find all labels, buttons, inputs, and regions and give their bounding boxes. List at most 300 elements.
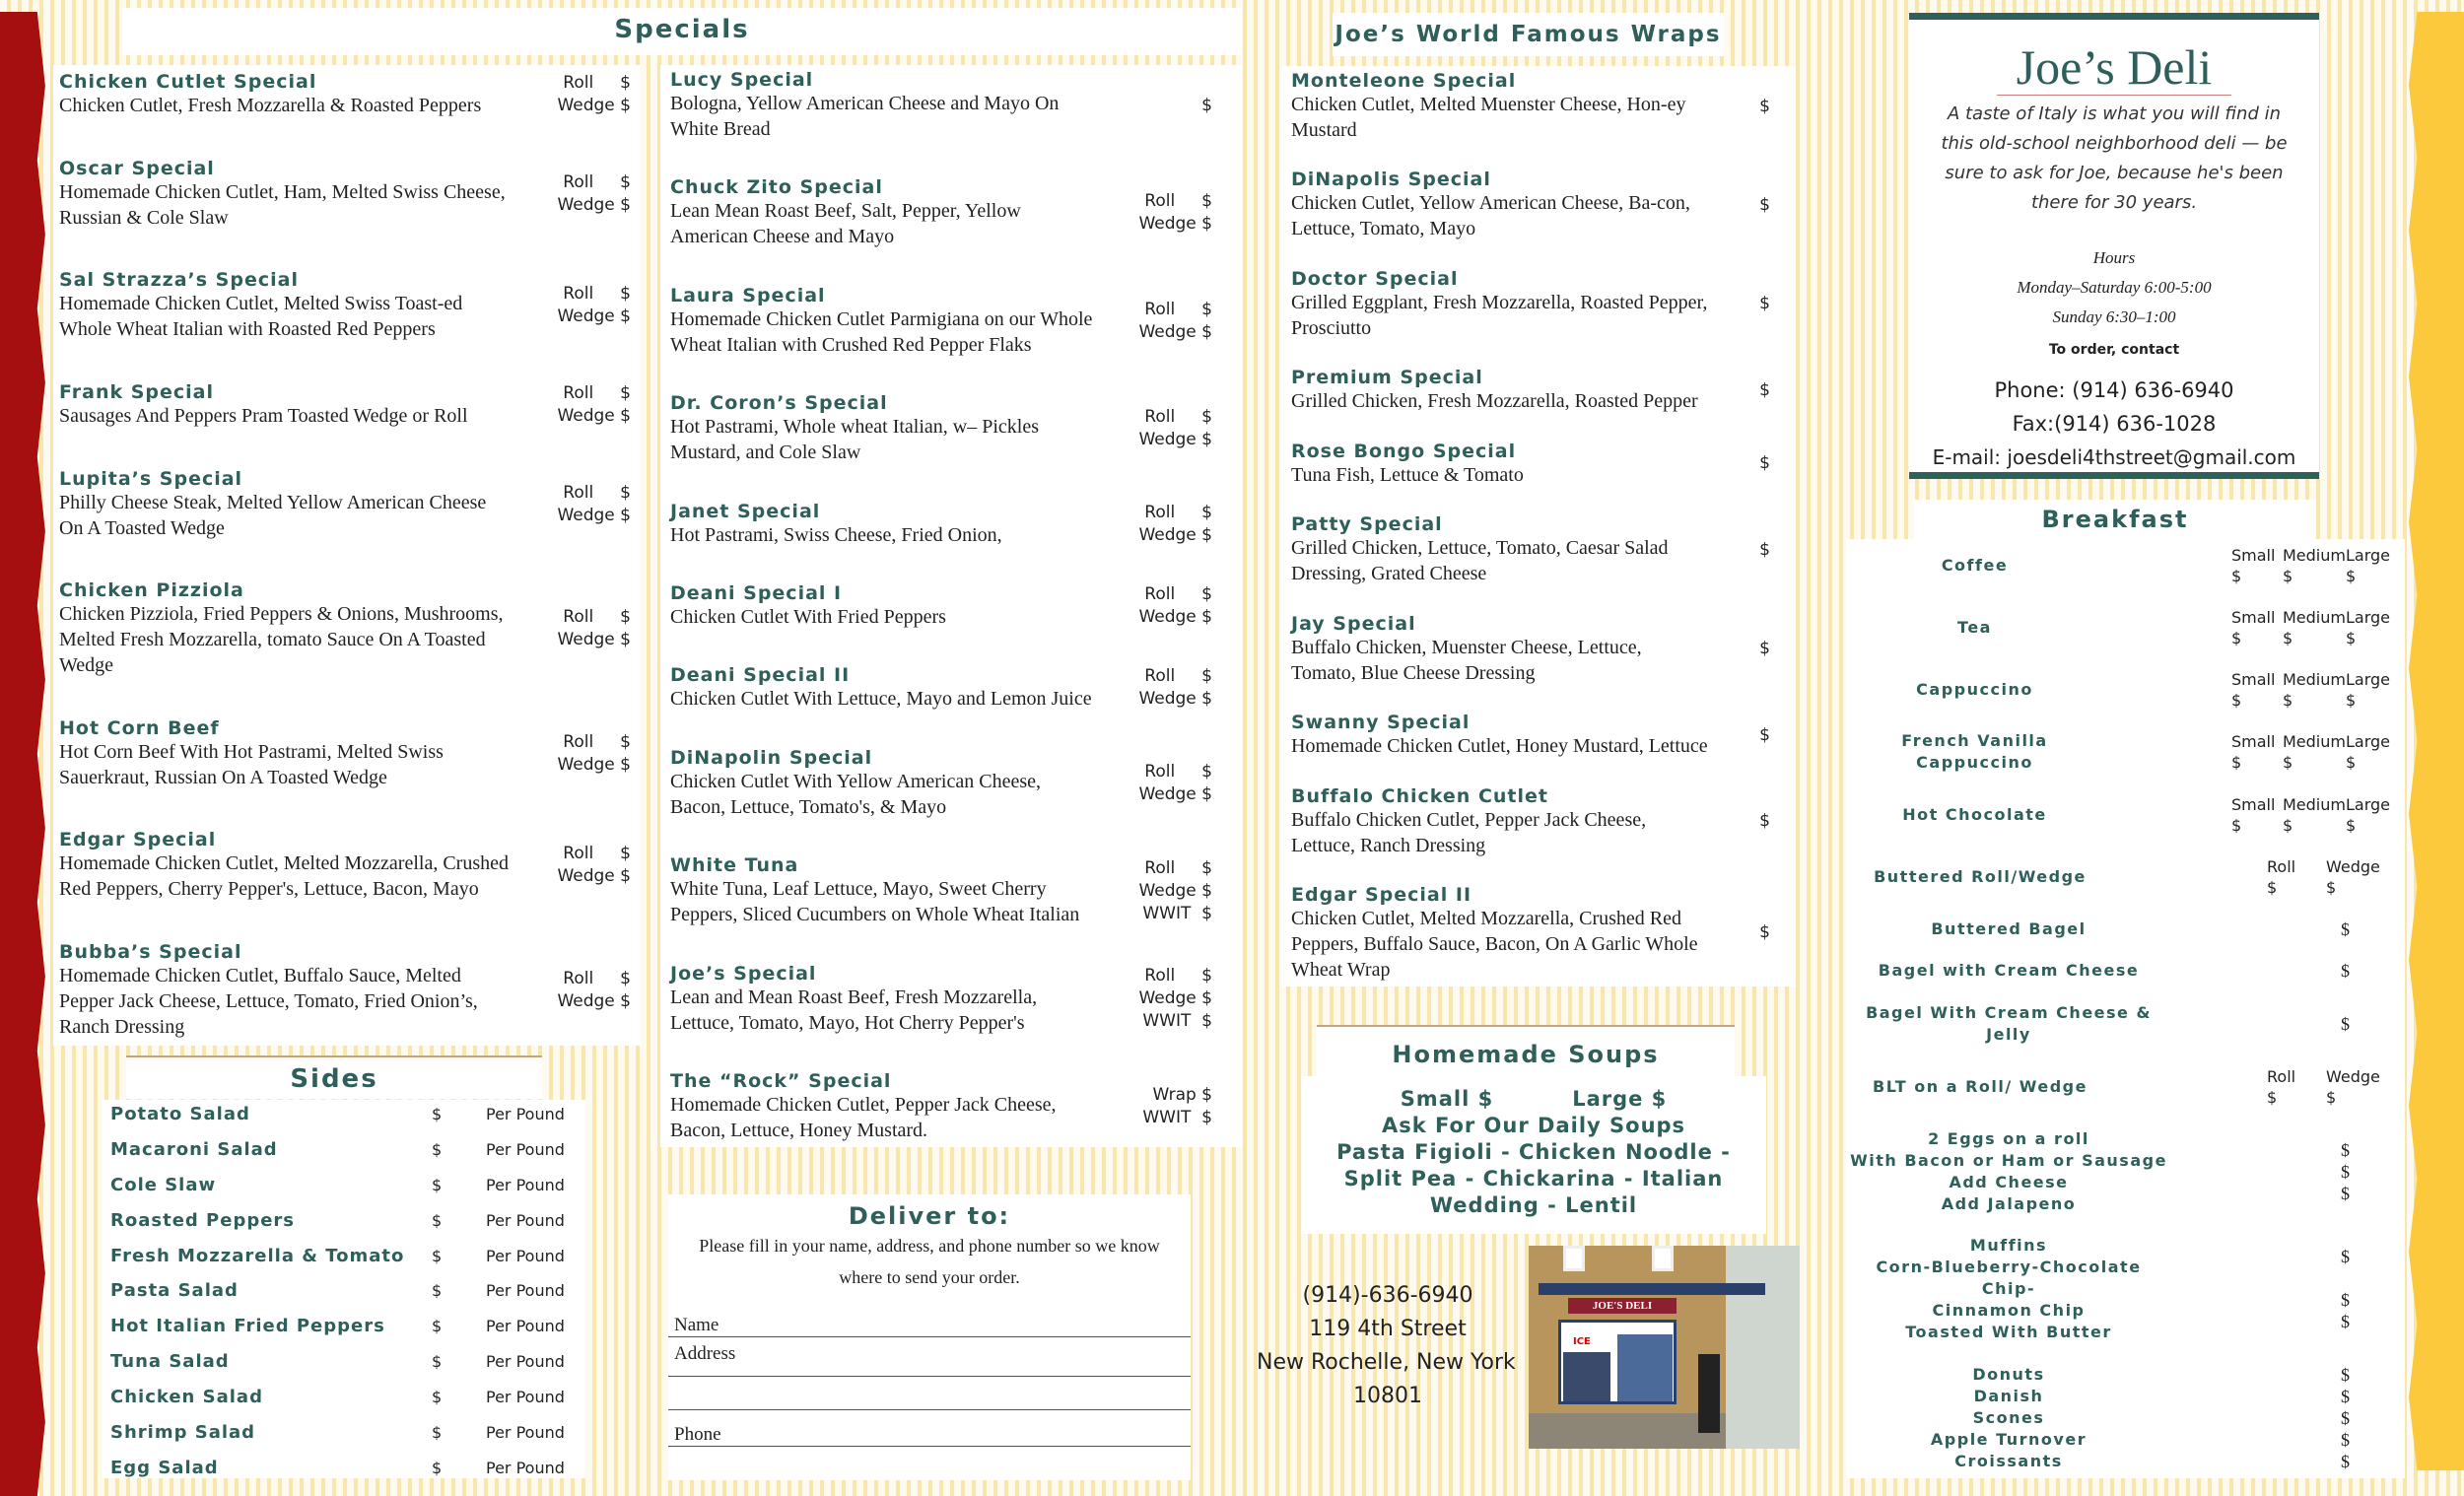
name-field[interactable] — [668, 1315, 1191, 1337]
menu-item-text — [1291, 268, 1711, 341]
size-price: $ — [2346, 753, 2357, 773]
menu-item — [1291, 268, 1770, 341]
side-item-unit: Per Pound — [486, 1105, 565, 1123]
menu-item-name: Bubba’s Special — [59, 941, 242, 963]
menu-item-price: $ — [1759, 539, 1770, 560]
side-item-price: $ — [432, 1210, 443, 1230]
breakfast-item-name: 2 Eggs on a roll With Bacon or Ham or Sausage Add Cheese Add Jalapeno — [1850, 1128, 2167, 1213]
menu-item-text — [1291, 613, 1711, 686]
size-label: Small — [2231, 607, 2276, 627]
menu-item-text — [1291, 884, 1711, 983]
size-price: $ — [2346, 567, 2357, 585]
menu-item-name: Swanny Special — [1291, 712, 1471, 734]
menu-item-name: Chicken Pizziola — [59, 579, 244, 602]
menu-item-name: White Tuna — [670, 854, 799, 877]
ice-sign: ICE — [1573, 1336, 1591, 1347]
breakfast-item-price — [2103, 731, 2405, 773]
menu-item-description: Grilled Chicken, Lettuce, Tomato, Caesar Salad Dressing, Grated Cheese — [1291, 537, 1669, 585]
menu-item-description: Chicken Cutlet, Melted Muenster Cheese, Hon-ey Mustard — [1291, 94, 1686, 141]
side-item-unit: Per Pound — [486, 1139, 565, 1159]
menu-item-name: Edgar Special II — [1291, 883, 1472, 906]
menu-item-description: Buffalo Chicken, Muenster Cheese, Lettuce, Tomato, Blue Cheese Dressing — [1291, 636, 1642, 684]
menu-item-text — [59, 829, 513, 902]
menu-item-name: Deani Special I — [670, 581, 843, 604]
menu-item-description: Chicken Cutlet, Melted Mozzarella, Crushed Red Peppers, Buffalo Sauce, Bacon, On A Garlic Whole Wheat Wrap — [1291, 907, 1698, 981]
side-item-unit: Per Pound — [486, 1423, 565, 1443]
menu-item-price: Roll $ Wedge $ — [557, 482, 631, 525]
size-price: $ — [2346, 628, 2357, 647]
menu-item-name: Hot Corn Beef — [59, 716, 220, 739]
deli-title: Joe’s Deli — [1997, 39, 2232, 96]
menu-item-price: Roll $ Wedge $ — [557, 607, 631, 650]
breakfast-item-price — [2171, 1013, 2405, 1035]
side-item-name: Egg Salad — [110, 1457, 219, 1478]
breakfast-item-name: French Vanilla Cappuccino — [1901, 731, 2048, 773]
menu-item-name: Rose Bongo Special — [1291, 440, 1517, 462]
size-price: $ — [2283, 816, 2293, 835]
side-item — [110, 1422, 580, 1443]
breakfast-list — [1846, 539, 2405, 1478]
size-price: $ — [2283, 567, 2293, 585]
menu-item — [59, 269, 631, 342]
menu-item-description: Hot Corn Beef With Hot Pastrami, Melted Swiss Sauerkraut, Russian On A Toasted Wedge — [59, 740, 444, 788]
menu-item — [670, 501, 1212, 548]
single-price: $ — [2341, 918, 2350, 939]
single-price: $ $ $ — [2341, 1139, 2350, 1203]
menu-item-name: DiNapolin Special — [670, 746, 873, 769]
menu-item-name: Sal Strazza’s Special — [59, 269, 299, 292]
menu-item-text — [670, 392, 1094, 465]
menu-item-price: $ — [1759, 639, 1770, 659]
size-price: $ — [2231, 628, 2242, 647]
store-sign: JOE'S DELI — [1568, 1298, 1677, 1314]
roll-wedge-price: $ — [2267, 877, 2278, 897]
size-label: Small — [2231, 546, 2276, 565]
roll-wedge-price: $ — [2326, 877, 2337, 897]
side-item — [110, 1175, 580, 1195]
menu-item-name: Janet Special — [670, 500, 821, 522]
side-item — [110, 1316, 580, 1336]
deli-tagline: A taste of Italy is what you will find in this old-school neighborhood deli — be sure to ask for Joe, because he's been there for 30 years. — [1941, 103, 2288, 213]
menu-item-price: Roll $ Wedge $ — [1138, 502, 1212, 545]
menu-item-name: Chuck Zito Special — [670, 176, 883, 199]
deliver-instructions: Please fill in your name, address, and phone number so we know where to send your order. — [699, 1236, 1160, 1287]
side-item-unit: Per Pound — [486, 1352, 565, 1372]
menu-item-price: $ — [1759, 922, 1770, 943]
roll-wedge-price: $ — [2326, 1087, 2337, 1107]
menu-item — [59, 381, 631, 429]
menu-item-text — [1291, 712, 1711, 759]
menu-item-description: Chicken Cutlet With Fried Peppers — [670, 605, 946, 628]
breakfast-item — [1846, 794, 2405, 836]
menu-item-name: The “Rock” Special — [670, 1069, 892, 1092]
menu-item-name: Jay Special — [1291, 612, 1416, 635]
name-label: Name — [674, 1315, 719, 1335]
menu-item-price: Roll $ Wedge $ — [557, 731, 631, 775]
breakfast-item — [1846, 730, 2405, 774]
side-item-price: $ — [432, 1352, 443, 1372]
menu-item-text — [670, 1070, 1094, 1143]
breakfast-item-price — [2171, 1246, 2405, 1332]
side-item-name: Fresh Mozzarella & Tomato — [110, 1245, 405, 1266]
menu-item-price: Roll $ Wedge $ WWIT $ — [1138, 857, 1212, 923]
menu-item — [670, 69, 1212, 142]
menu-item — [670, 1070, 1212, 1143]
menu-item — [1291, 70, 1770, 143]
size-price: $ — [2231, 567, 2242, 585]
breakfast-item-name: Cappuccino — [1916, 679, 2033, 699]
menu-item-description: Grilled Chicken, Fresh Mozzarella, Roasted Pepper — [1291, 390, 1698, 413]
size-price: $ — [2283, 690, 2293, 710]
menu-item-description: Homemade Chicken Cutlet Parmigiana on our Whole Wheat Italian with Crushed Red Pepper Flaks — [670, 307, 1093, 356]
menu-item-name: Premium Special — [1291, 367, 1483, 389]
menu-item-description: Chicken Cutlet, Fresh Mozzarella & Roasted Peppers — [59, 95, 482, 116]
soup-small-price: Small $ — [1400, 1087, 1494, 1111]
side-item-unit: Per Pound — [486, 1281, 565, 1301]
sides-title: Sides — [126, 1055, 542, 1099]
menu-item-text — [1291, 169, 1711, 241]
sunday-hours: Sunday 6:30–1:00 — [2052, 307, 2176, 326]
wraps-title: Joe’s World Famous Wraps — [1333, 13, 1724, 56]
size-label: Small — [2231, 795, 2276, 814]
address-phone: (914)-636-6940 — [1302, 1283, 1473, 1308]
menu-item-description: Homemade Chicken Cutlet, Buffalo Sauce, Melted Pepper Jack Cheese, Lettuce, Tomato, Fried Onion’s, Ranch Dressing — [59, 965, 478, 1038]
side-item — [110, 1458, 580, 1478]
soup-large-price: Large $ — [1572, 1087, 1668, 1111]
menu-item-text — [59, 717, 513, 790]
side-item-name: Potato Salad — [110, 1104, 250, 1124]
size-label: Medium — [2283, 795, 2346, 814]
side-item-price: $ — [432, 1246, 443, 1265]
side-item-price: $ — [432, 1139, 443, 1159]
side-item-price: $ — [432, 1388, 443, 1407]
contact-fax: Fax:(914) 636-1028 — [2012, 412, 2217, 436]
side-item — [110, 1210, 580, 1231]
menu-item-text — [670, 963, 1094, 1036]
address-street: 119 4th Street — [1309, 1317, 1467, 1341]
menu-item — [670, 392, 1212, 465]
menu-item-description: Chicken Cutlet With Yellow American Cheese, Bacon, Lettuce, Tomato's, & Mayo — [670, 770, 1041, 818]
roll-wedge-label: Wedge — [2326, 1066, 2380, 1086]
roll-wedge-label: Roll — [2267, 1066, 2296, 1086]
menu-item-name: Doctor Special — [1291, 267, 1459, 290]
breakfast-item-price — [2103, 794, 2405, 836]
menu-item-name: Patty Special — [1291, 513, 1443, 536]
menu-item — [1291, 367, 1770, 414]
size-label: Medium — [2283, 732, 2346, 752]
left-decorative-strip — [0, 12, 53, 1496]
menu-item-price: Roll $ Wedge $ — [557, 969, 631, 1011]
menu-item-price: Roll $ Wedge $ — [1138, 407, 1212, 450]
soups-box — [1301, 1076, 1766, 1234]
size-price: $ — [2283, 628, 2293, 647]
breakfast-item-price — [2114, 1066, 2405, 1108]
size-price-grid — [2103, 731, 2405, 773]
side-item-name: Macaroni Salad — [110, 1138, 278, 1160]
breakfast-item — [1846, 960, 2405, 982]
menu-item-name: Deani Special II — [670, 664, 851, 687]
menu-item-text — [670, 285, 1094, 358]
size-price: $ — [2346, 690, 2357, 710]
side-item-name: Hot Italian Fried Peppers — [110, 1316, 385, 1337]
breakfast-item-name: Tea — [1957, 617, 1992, 637]
menu-item-description: Homemade Chicken Cutlet, Pepper Jack Cheese, Bacon, Lettuce, Honey Mustard. — [670, 1093, 1057, 1141]
menu-item-price: $ — [1201, 95, 1212, 115]
breakfast-item-name: Muffins Corn-Blueberry-Chocolate Chip- Cinnamon Chip Toasted With Butter — [1876, 1236, 2142, 1342]
size-label: Medium — [2283, 607, 2346, 627]
menu-item-description: Philly Cheese Steak, Melted Yellow American Cheese On A Toasted Wedge — [59, 491, 487, 539]
breakfast-item-name: Buttered Bagel — [1931, 918, 2087, 938]
side-item-name: Cole Slaw — [110, 1174, 217, 1195]
specials-title: Specials — [122, 8, 1242, 55]
breakfast-item — [1846, 856, 2405, 898]
menu-item-name: Laura Special — [670, 284, 826, 306]
menu-item-text — [670, 176, 1094, 249]
size-label: Small — [2231, 669, 2276, 689]
roll-wedge-label: Roll — [2267, 856, 2296, 876]
menu-item-text — [670, 747, 1094, 820]
side-item-name: Pasta Salad — [110, 1280, 239, 1302]
menu-item-text — [670, 664, 1094, 712]
side-item-name: Tuna Salad — [110, 1351, 230, 1373]
menu-item-name: Chicken Cutlet Special — [59, 71, 317, 93]
menu-item-description: Hot Pastrami, Swiss Cheese, Fried Onion, — [670, 523, 1002, 546]
side-item-price: $ — [432, 1423, 443, 1443]
size-price: $ — [2231, 816, 2242, 835]
menu-item-price: Wrap $ WWIT $ — [1142, 1084, 1212, 1127]
single-price: $ — [2341, 961, 2350, 982]
size-label: Large — [2346, 732, 2391, 752]
breakfast-item — [1846, 669, 2405, 711]
single-price: $ — [2341, 1014, 2350, 1034]
side-item-unit: Per Pound — [486, 1388, 565, 1407]
menu-item — [1291, 712, 1770, 759]
size-price: $ — [2346, 816, 2357, 835]
menu-item-text — [59, 381, 513, 429]
breakfast-item — [1846, 1002, 2405, 1046]
breakfast-item-name: BLT on a Roll/ Wedge — [1873, 1076, 2088, 1096]
menu-item-price: Roll $ Wedge $ — [557, 382, 631, 426]
menu-item-price: Roll $ Wedge $ — [1138, 299, 1212, 342]
menu-item-name: Edgar Special — [59, 829, 217, 851]
breakfast-item-name: Coffee — [1941, 556, 2009, 575]
address-label: Address — [674, 1343, 736, 1364]
side-item — [110, 1246, 580, 1266]
side-item — [110, 1139, 580, 1160]
menu-item-description: Chicken Pizziola, Fried Peppers & Onions, Mushrooms, Melted Fresh Mozzarella, tomato Sauce On A Toasted Wedge — [59, 603, 504, 677]
phone-field[interactable] — [668, 1410, 1191, 1447]
menu-item-price: Roll $ Wedge $ WWIT $ — [1138, 966, 1212, 1032]
menu-item-description: Tuna Fish, Lettuce & Tomato — [1291, 463, 1524, 486]
menu-item-name: Frank Special — [59, 380, 215, 403]
menu-item — [59, 71, 631, 118]
menu-item-price: Roll $ Wedge $ — [1138, 666, 1212, 710]
menu-item — [1291, 785, 1770, 858]
side-item — [110, 1280, 580, 1301]
menu-item-name: Joe’s Special — [670, 962, 817, 985]
roll-wedge-grid — [2114, 856, 2405, 898]
weekday-hours: Monday–Saturday 6:00-5:00 — [2017, 278, 2212, 297]
side-item-unit: Per Pound — [486, 1458, 565, 1477]
breakfast-item — [1846, 607, 2405, 648]
roll-wedge-grid — [2114, 1066, 2405, 1108]
single-price: $ $ $ $ $ — [2341, 1365, 2350, 1471]
side-item-unit: Per Pound — [486, 1317, 565, 1336]
menu-item-price: $ — [1759, 294, 1770, 314]
menu-item-name: DiNapolis Special — [1291, 169, 1491, 191]
hours-label: Hours — [2092, 248, 2136, 267]
menu-item-text — [1291, 441, 1711, 488]
menu-item-description: Chicken Cutlet With Lettuce, Mayo and Lemon Juice — [670, 688, 1092, 711]
address-field-line-2[interactable] — [668, 1377, 1191, 1410]
size-price: $ — [2283, 753, 2293, 773]
menu-item-name: Monteleone Special — [1291, 70, 1517, 92]
menu-item — [670, 285, 1212, 358]
menu-item-price: Roll $ Wedge $ — [1138, 761, 1212, 804]
side-item-price: $ — [432, 1175, 443, 1194]
menu-item-price: $ — [1759, 379, 1770, 400]
size-price-grid — [2103, 607, 2405, 648]
menu-item-description: Homemade Chicken Cutlet, Melted Swiss Toast-ed Whole Wheat Italian with Roasted Red Peppers — [59, 293, 463, 341]
side-item-name: Chicken Salad — [110, 1387, 263, 1408]
breakfast-item-price — [2171, 1364, 2405, 1472]
side-item — [110, 1351, 580, 1372]
menu-item-text — [1291, 70, 1711, 143]
menu-item-text — [59, 269, 513, 342]
side-item-price: $ — [432, 1281, 443, 1301]
menu-item — [59, 468, 631, 541]
breakfast-item-name: Bagel with Cream Cheese — [1878, 961, 2140, 981]
menu-item-price: $ — [1759, 724, 1770, 745]
menu-item — [1291, 513, 1770, 586]
address-field[interactable] — [668, 1337, 1191, 1377]
menu-item-price: Roll $ Wedge $ — [1138, 191, 1212, 235]
breakfast-item-price — [2103, 669, 2405, 711]
menu-item-price: $ — [1759, 453, 1770, 474]
side-item-price: $ — [432, 1317, 443, 1336]
menu-item-text — [1291, 785, 1711, 858]
menu-item — [1291, 441, 1770, 488]
specials-column-2 — [660, 65, 1242, 1147]
side-item-unit: Per Pound — [486, 1246, 565, 1265]
contact-phone: Phone: (914) 636-6940 — [1994, 378, 2234, 402]
breakfast-item — [1846, 545, 2405, 586]
menu-item-description: Sausages And Peppers Pram Toasted Wedge or Roll — [59, 404, 468, 427]
breakfast-item — [1846, 1066, 2405, 1108]
side-item-name: Shrimp Salad — [110, 1422, 256, 1444]
roll-wedge-price: $ — [2267, 1087, 2278, 1107]
menu-item-price: Roll $ Wedge $ — [557, 73, 631, 115]
size-label: Large — [2346, 669, 2391, 689]
menu-item — [59, 158, 631, 231]
breakfast-item — [1846, 918, 2405, 940]
breakfast-item-name: Buttered Roll/Wedge — [1874, 866, 2087, 886]
side-item-name: Roasted Peppers — [110, 1209, 296, 1231]
single-price: $ $ $ — [2341, 1247, 2350, 1332]
side-item-price: $ — [432, 1105, 443, 1123]
address-block — [1257, 1279, 1516, 1413]
menu-item — [670, 664, 1212, 712]
menu-item-price: Roll $ Wedge $ — [1138, 583, 1212, 627]
menu-item-description: Homemade Chicken Cutlet, Ham, Melted Swiss Cheese, Russian & Cole Slaw — [59, 180, 506, 229]
menu-item-text — [670, 69, 1094, 142]
contact-email[interactable]: E-mail: joesdeli4thstreet@gmail.com — [1932, 445, 2296, 469]
menu-item — [59, 717, 631, 790]
side-item-unit: Per Pound — [486, 1175, 565, 1194]
menu-item-description: Grilled Eggplant, Fresh Mozzarella, Roasted Pepper, Prosciutto — [1291, 291, 1708, 339]
menu-item-price: $ — [1759, 96, 1770, 116]
breakfast-item-price — [2171, 918, 2405, 940]
menu-item-text — [1291, 367, 1711, 414]
menu-item — [1291, 884, 1770, 983]
menu-item — [670, 747, 1212, 820]
breakfast-item-price — [2103, 607, 2405, 648]
menu-item — [1291, 613, 1770, 686]
menu-item — [59, 941, 631, 1040]
size-label: Large — [2346, 795, 2391, 814]
menu-item-description: Homemade Chicken Cutlet, Honey Mustard, Lettuce — [1291, 735, 1708, 758]
menu-item-text — [59, 158, 513, 231]
menu-item-description: Hot Pastrami, Whole wheat Italian, w– Pickles Mustard, and Cole Slaw — [670, 416, 1039, 464]
address-zip: 10801 — [1353, 1384, 1422, 1408]
menu-item-text — [59, 579, 513, 678]
menu-item-text — [670, 501, 1094, 548]
soup-list: Pasta Figioli - Chicken Noodle - Split Pea - Chickarina - Italian Wedding - Lentil — [1336, 1140, 1731, 1217]
breakfast-item-price — [2114, 856, 2405, 898]
menu-item — [59, 829, 631, 902]
menu-item-text — [59, 71, 513, 118]
breakfast-item — [1846, 1235, 2405, 1343]
breakfast-item-name: Hot Chocolate — [1902, 805, 2047, 824]
menu-item — [670, 963, 1212, 1036]
size-price-grid — [2103, 545, 2405, 586]
side-item — [110, 1387, 580, 1407]
breakfast-item — [1846, 1128, 2405, 1215]
breakfast-item-name: Bagel With Cream Cheese & Jelly — [1866, 1003, 2152, 1044]
breakfast-item — [1846, 1364, 2405, 1472]
specials-column-1 — [53, 65, 641, 1046]
menu-item-price: $ — [1759, 194, 1770, 215]
menu-item-price: Roll $ Wedge $ — [557, 284, 631, 327]
deliver-title: Deliver to: — [848, 1202, 1011, 1230]
soups-title: Homemade Soups — [1317, 1025, 1735, 1076]
menu-item-description: White Tuna, Leaf Lettuce, Mayo, Sweet Cherry Peppers, Sliced Cucumbers on Whole Wheat Italian — [670, 878, 1080, 926]
size-price: $ — [2231, 690, 2242, 710]
menu-item-description: Homemade Chicken Cutlet, Melted Mozzarella, Crushed Red Peppers, Cherry Pepper's, Lettuce, Bacon, Mayo — [59, 852, 509, 901]
breakfast-item-price — [2171, 1139, 2405, 1204]
size-price: $ — [2231, 753, 2242, 773]
wraps-list — [1281, 66, 1796, 986]
menu-item-description: Lean Mean Roast Beef, Salt, Pepper, Yellow American Cheese and Mayo — [670, 200, 1021, 248]
menu-item-text — [1291, 513, 1711, 586]
menu-item-text — [670, 582, 1094, 630]
size-label: Large — [2346, 546, 2391, 565]
storefront-photo — [1529, 1246, 1800, 1449]
menu-item-name: Buffalo Chicken Cutlet — [1291, 784, 1548, 807]
size-label: Large — [2346, 607, 2391, 627]
side-item-price: $ — [432, 1458, 443, 1477]
roll-wedge-label: Wedge — [2326, 856, 2380, 876]
menu-item — [670, 854, 1212, 927]
order-label: To order, contact — [2048, 342, 2180, 358]
menu-item-name: Dr. Coron’s Special — [670, 392, 888, 415]
menu-item-description: Buffalo Chicken Cutlet, Pepper Jack Cheese, Lettuce, Ranch Dressing — [1291, 808, 1647, 856]
menu-item — [670, 176, 1212, 249]
deliver-form — [668, 1194, 1191, 1480]
menu-item-description: Chicken Cutlet, Yellow American Cheese, Ba-con, Lettuce, Tomato, Mayo — [1291, 192, 1690, 240]
menu-item — [1291, 169, 1770, 241]
menu-item-text — [59, 941, 513, 1040]
